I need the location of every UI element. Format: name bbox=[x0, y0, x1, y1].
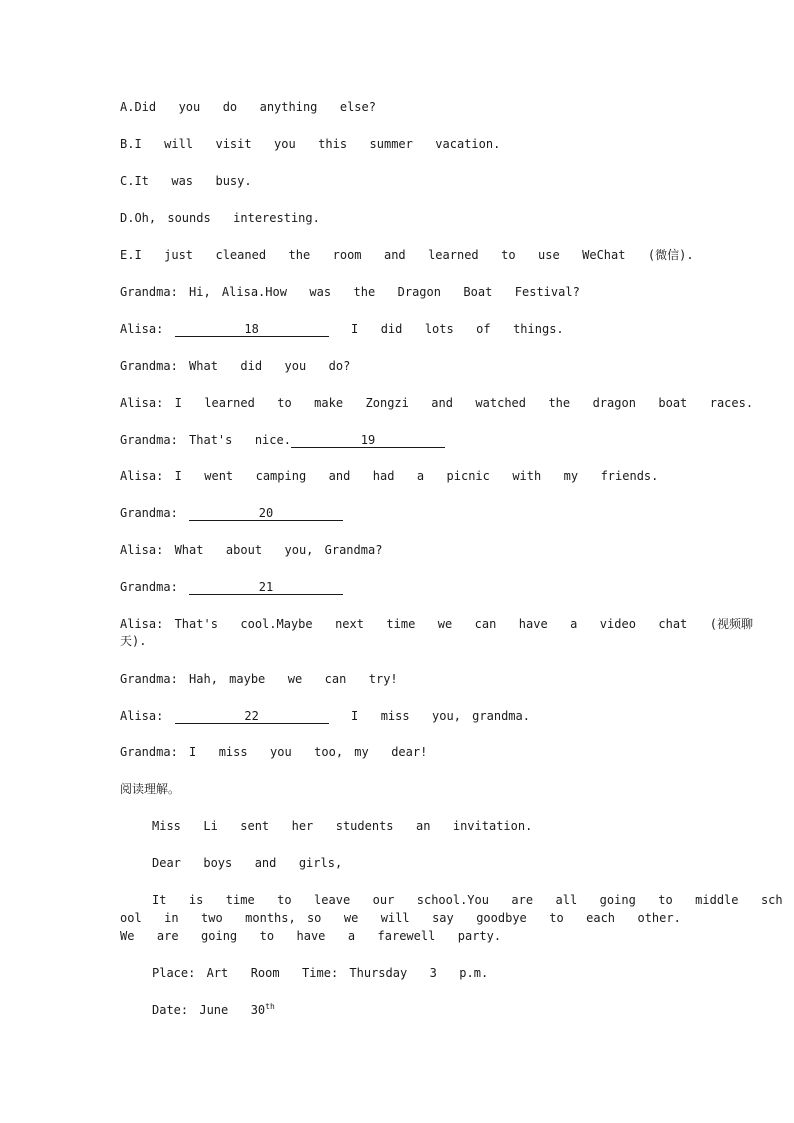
speaker: Alisa: bbox=[120, 322, 175, 336]
answer-blank-21: 21 bbox=[189, 580, 343, 595]
answer-blank-19: 19 bbox=[291, 433, 445, 448]
option-b: B.I will visit you this summer vacation. bbox=[120, 137, 501, 151]
reading-intro: Miss Li sent her students an invitation. bbox=[152, 819, 533, 833]
answer-blank-22: 22 bbox=[175, 709, 329, 724]
dialogue-line-1: Grandma: Hi, Alisa.How was the Dragon Boat Festival? bbox=[120, 285, 580, 299]
letter-body-line-3: We are going to have a farewell party. bbox=[120, 929, 502, 943]
line-text: Grandma: That's nice. bbox=[120, 433, 291, 447]
dialogue-line-3: Grandma: What did you do? bbox=[120, 359, 351, 373]
dialogue-line-10a: Alisa: That's cool.Maybe next time we can have a video chat (视频聊 bbox=[120, 617, 753, 631]
dialogue-line-13: Grandma: I miss you too, my dear! bbox=[120, 745, 428, 759]
speaker: Alisa: bbox=[120, 709, 175, 723]
dialogue-line-8: Alisa: What about you, Grandma? bbox=[120, 543, 383, 557]
answer-blank-18: 18 bbox=[175, 322, 329, 337]
date-text: Date: June 30 bbox=[152, 1003, 266, 1017]
dialogue-line-5 bbox=[120, 431, 680, 449]
letter-body-line-2: ool in two months, so we will say goodbye to each other. bbox=[120, 911, 681, 925]
dialogue-line-10b: 天). bbox=[120, 634, 147, 648]
dialogue-line-12 bbox=[120, 707, 680, 725]
option-e: E.I just cleaned the room and learned to use WeChat (微信). bbox=[120, 248, 694, 262]
dialogue-line-2 bbox=[120, 320, 680, 338]
answer-blank-20: 20 bbox=[189, 506, 343, 521]
dialogue-line-4: Alisa: I learned to make Zongzi and watched the dragon boat races. bbox=[120, 396, 754, 410]
speaker: Grandma: bbox=[120, 506, 190, 520]
dialogue-line-9 bbox=[120, 578, 680, 596]
line-text: I miss you, grandma. bbox=[328, 709, 530, 723]
option-c: C.It was busy. bbox=[120, 174, 252, 188]
option-a: A.Did you do anything else? bbox=[120, 100, 376, 114]
line-text: I did lots of things. bbox=[328, 322, 564, 336]
letter-body-line-1: It is time to leave our school.You are all going to middle sch bbox=[152, 893, 783, 907]
dialogue-line-11: Grandma: Hah, maybe we can try! bbox=[120, 672, 398, 686]
letter-place-time: Place: Art Room Time: Thursday 3 p.m. bbox=[152, 966, 489, 980]
date-suffix: th bbox=[265, 1002, 275, 1011]
dialogue-line-7 bbox=[120, 504, 680, 522]
option-d: D.Oh, sounds interesting. bbox=[120, 211, 320, 225]
letter-date bbox=[152, 1001, 712, 1019]
section-heading: 阅读理解。 bbox=[120, 782, 181, 796]
letter-greeting: Dear boys and girls, bbox=[152, 856, 343, 870]
dialogue-line-6: Alisa: I went camping and had a picnic with my friends. bbox=[120, 469, 659, 483]
speaker: Grandma: bbox=[120, 580, 190, 594]
